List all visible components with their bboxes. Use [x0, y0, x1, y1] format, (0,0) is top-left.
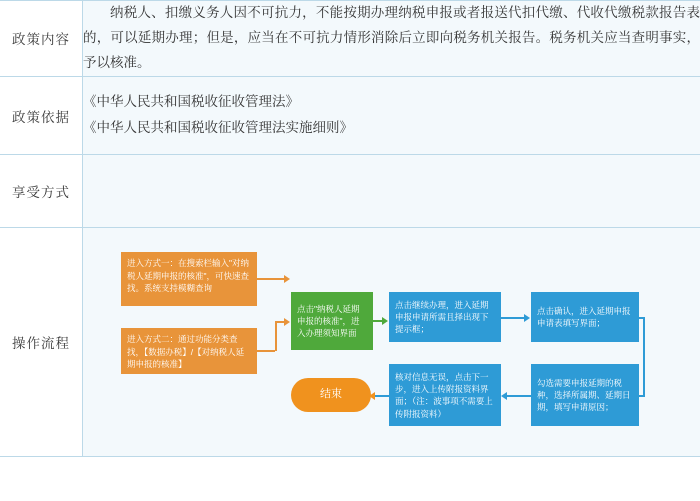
row-label-policy-basis: 政策依据 — [0, 76, 83, 154]
table-row-enjoy-method — [0, 155, 700, 228]
row-label-operation-flow: 操作流程 — [0, 228, 83, 457]
arrow-entry2-to-click — [284, 318, 290, 326]
arrow-fill-to-check — [501, 392, 507, 400]
flow-node-entry-method-1[interactable]: 进入方式一：在搜索栏输入"对纳税人延期申报的核准"，可快速查找。系统支持模糊查询 — [121, 252, 257, 306]
table-row-policy-content — [0, 1, 700, 77]
flow-node-click-approval[interactable]: 点击"纳税人延期申报的核准"，进入办理须知界面 — [291, 292, 373, 350]
arrow-continue-to-confirm — [524, 314, 530, 322]
row-value-policy-basis — [83, 76, 700, 154]
table-row-policy-basis — [0, 76, 700, 154]
connector-confirm-to-fill-v — [643, 317, 645, 395]
arrow-entry1-to-click — [284, 275, 290, 283]
connector-continue-to-confirm — [501, 317, 525, 319]
flow-node-continue-handle[interactable]: 点击继续办理，进入延期申报申请所需且择出现下提示框； — [389, 292, 501, 342]
connector-entry2-v — [275, 321, 277, 351]
row-value-policy-content: 纳税人、扣缴义务人因不可抗力，不能按期办理纳税申报或者报送代扣代缴、代收代缴税款报告表的，可以延期办理；但是，应当在不可抗力情形消除后立即向税务机关报告。税务机关应当查明事实，予以核准。 — [83, 1, 700, 77]
row-value-enjoy-method — [83, 155, 700, 228]
connector-confirm-to-fill-h2 — [639, 395, 645, 397]
flow-node-confirm[interactable]: 点击确认，进入延期申报申请表填写界面； — [531, 292, 639, 342]
flow-chart — [83, 228, 700, 456]
flow-node-entry-method-2[interactable]: 进入方式二：通过功能分类查找，【数据办税】/【对纳税人延期申报的核准】 — [121, 328, 257, 374]
flow-node-fill-form[interactable]: 勾选需要申报延期的税种，选择所属期、延期日期，填写申请原因； — [531, 364, 639, 426]
connector-confirm-to-fill-h1 — [639, 317, 645, 319]
policy-basis-line-2: 《中华人民共和国税收征收管理法实施细则》 — [83, 119, 353, 135]
connector-entry2-h — [257, 350, 275, 352]
connector-fill-to-check — [507, 395, 531, 397]
connector-check-to-end — [375, 395, 389, 397]
row-label-enjoy-method: 享受方式 — [0, 155, 83, 228]
connector-entry1-to-click — [257, 278, 285, 280]
row-value-operation-flow — [83, 228, 700, 457]
row-label-policy-content: 政策内容 — [0, 1, 83, 77]
policy-basis-line-1: 《中华人民共和国税收征收管理法》 — [83, 93, 299, 109]
arrow-click-to-continue — [382, 317, 388, 325]
flow-node-check-info[interactable]: 核对信息无误，点击下一步，进入上传附报资料界面；（注：波事项不需要上传附报资料） — [389, 364, 501, 426]
table-row-operation-flow — [0, 228, 700, 457]
flow-node-end[interactable]: 结束 — [291, 378, 371, 412]
